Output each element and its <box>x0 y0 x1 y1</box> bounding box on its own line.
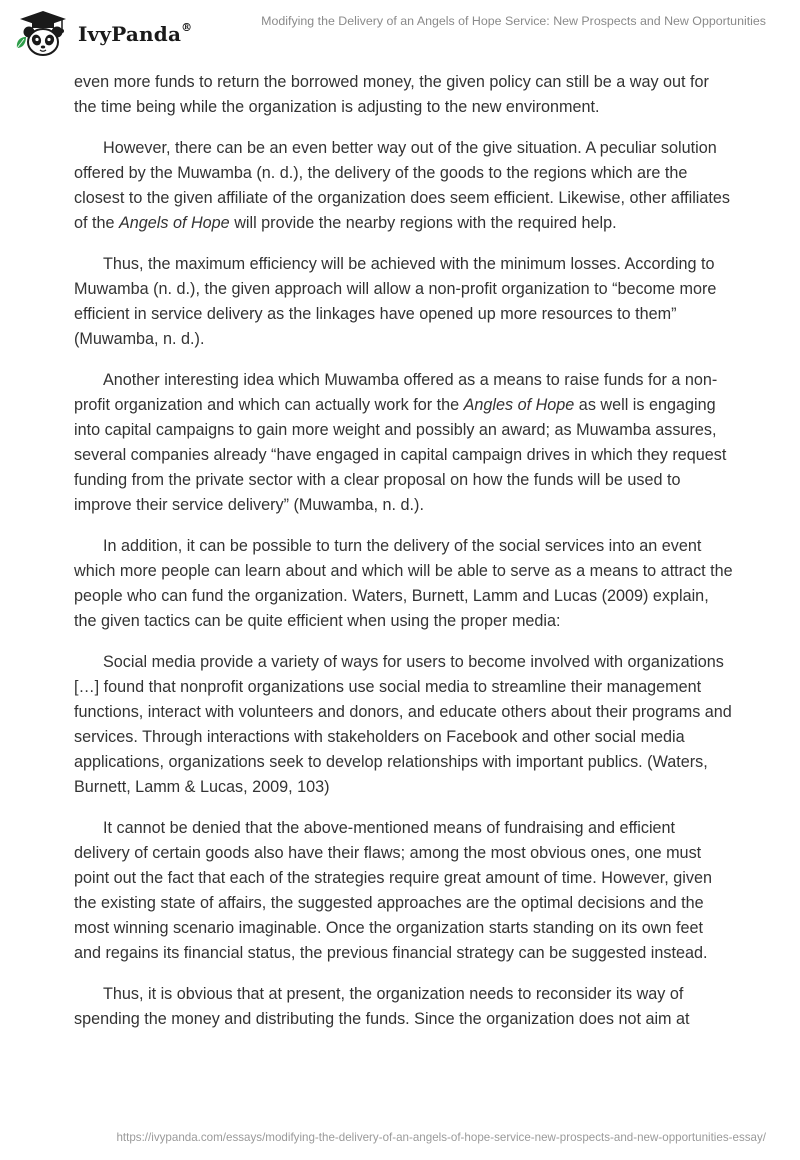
paragraph-text: Thus, it is obvious that at present, the organization needs to reconsider its way of spending the money and distributing the funds. Since the organization does not aim at <box>74 985 690 1028</box>
paragraph-text: will provide the nearby regions with the required help. <box>229 214 617 232</box>
essay-paragraph <box>74 650 734 800</box>
paragraph-text: In addition, it can be possible to turn the delivery of the social services into an event which more people can learn about and which will be able to serve as a means to attract the people who can fund the organization. Waters, Burnett, Lamm and Lucas (2009) explain, the given tactics can be quite efficient when using the proper media: <box>74 537 733 630</box>
essay-paragraph <box>74 368 734 518</box>
logo-wordmark: IvyPanda® <box>78 21 193 46</box>
paragraph-text: Another interesting idea which Muwamba offered as a means to raise funds for a non-profit organization and which can actually work for the <box>74 371 718 414</box>
ivypanda-logo[interactable] <box>14 8 192 58</box>
essay-paragraph <box>74 252 734 352</box>
document-title: Modifying the Delivery of an Angels of Hope Service: New Prospects and New Opportunities <box>261 14 766 28</box>
paragraph-text: Social media provide a variety of ways for users to become involved with organizations […] found that nonprofit organizations use social media to streamline their management functions, interact with volunteers and donors, and educate others about their programs and services. Through interactions with stakeholders on Facebook and other social media applications, organizations seek to develop relationships with important publics. (Waters, Burnett, Lamm & Lucas, 2009, 103) <box>74 653 732 796</box>
page-header <box>0 0 800 62</box>
essay-paragraph <box>74 982 734 1032</box>
paragraph-text: as well is engaging into capital campaigns to gain more weight and possibly an award; as Muwamba assures, several companies already “have engaged in capital campaign drives in which they request funding from the private sector with a clear proposal on how the funds will be used to improve their service delivery” (Muwamba, n. d.). <box>74 396 727 514</box>
italic-title: Angels of Hope <box>119 214 230 232</box>
paragraph-text: It cannot be denied that the above-mentioned means of fundraising and efficient delivery of certain goods also have their flaws; among the most obvious ones, one must point out the fact that each of the strategies require great amount of time. However, given the existing state of affairs, the suggested approaches are the optimal decisions and the most winning scenario imaginable. Once the organization starts standing on its own feet and regains its financial status, the previous financial strategy can be suggested instead. <box>74 819 712 962</box>
essay-paragraph <box>74 816 734 966</box>
essay-paragraph <box>74 70 734 120</box>
source-url[interactable]: https://ivypanda.com/essays/modifying-the-delivery-of-an-angels-of-hope-service-new-prospects-and-new-opportunities-essay/ <box>116 1131 766 1144</box>
italic-title: Angles of Hope <box>463 396 575 414</box>
paragraph-text: However, there can be an even better way out of the give situation. A peculiar solution offered by the Muwamba (n. d.), the delivery of the goods to the regions which are the closest to the given affiliate of the organization does seem efficient. Likewise, other affiliates of the <box>74 139 730 232</box>
paragraph-text: even more funds to return the borrowed money, the given policy can still be a way out for the time being while the organization is adjusting to the new environment. <box>74 73 709 116</box>
paragraph-text: Thus, the maximum efficiency will be achieved with the minimum losses. According to Muwamba (n. d.), the given approach will allow a non-profit organization to “become more efficient in service delivery as the linkages have opened up more resources to them” (Muwamba, n. d.). <box>74 255 717 348</box>
essay-paragraph <box>74 136 734 236</box>
panda-graduate-icon <box>14 8 72 58</box>
essay-paragraph <box>74 534 734 634</box>
essay-body <box>74 70 734 1048</box>
